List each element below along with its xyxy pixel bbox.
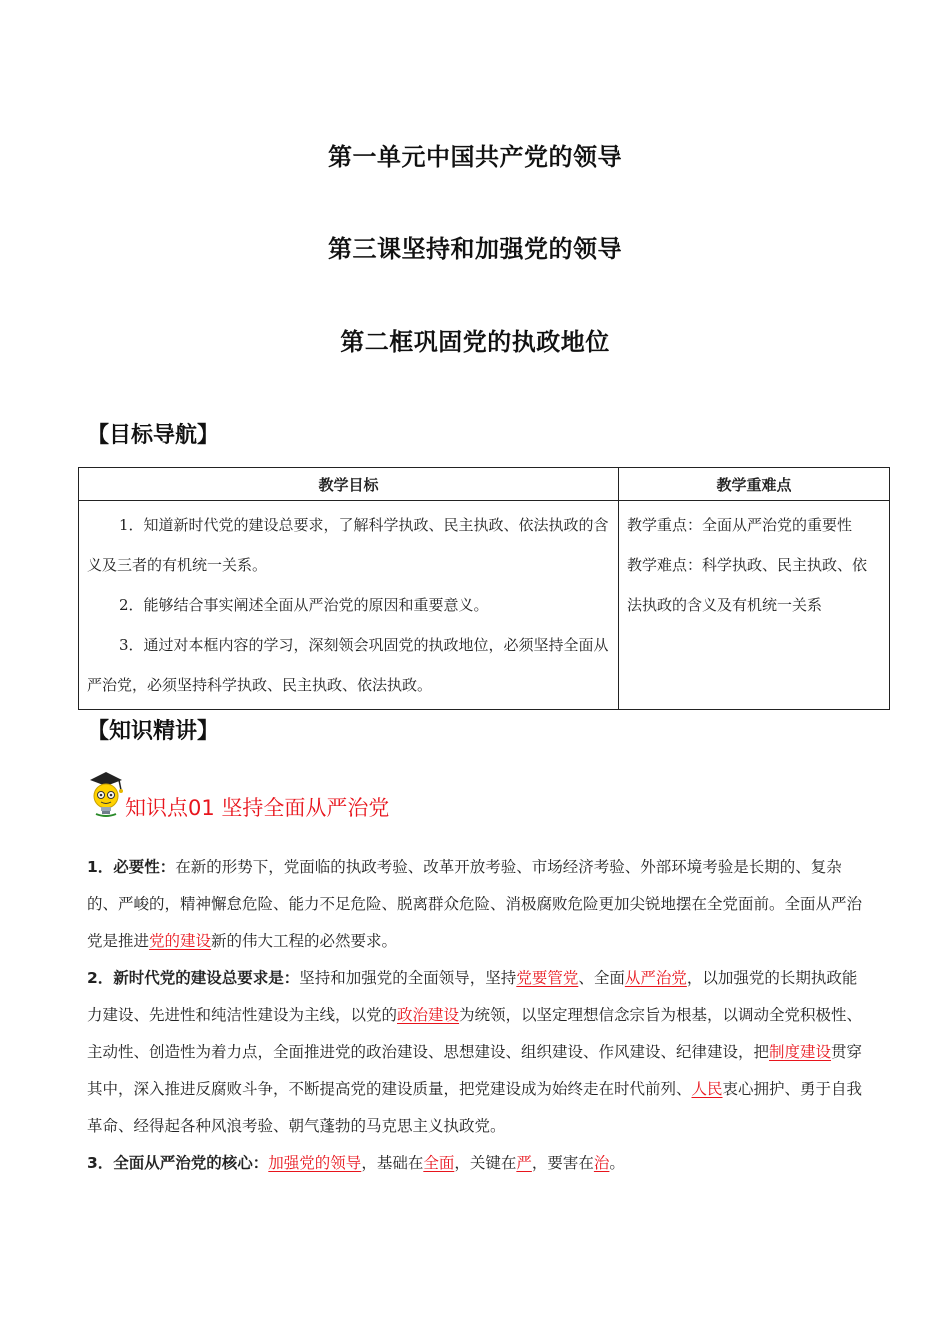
text: 为统领，以坚定理想信念宗旨为根基，以调动全党积极性、主动性、创造性为着力点，全面推进党的政治建设、思想建设、组织建设、作风建设、纪律建设，把 [87, 1006, 863, 1061]
highlight: 治 [593, 1154, 610, 1172]
goal-item: 2．能够结合事实阐述全面从严治党的原因和重要意义。 [119, 596, 489, 614]
highlight: 从严治党 [624, 969, 687, 987]
paragraph-core [87, 1145, 867, 1182]
frame-title: 第二框巩固党的执政地位 [340, 328, 610, 356]
body-text [87, 849, 867, 1182]
text: 衷心拥护、勇于自我革命、经得起各种风浪考验、朝气蓬勃的马克思主义执政党。 [87, 1080, 863, 1135]
text: 坚持和加强党的全面领导，坚持 [299, 969, 517, 987]
knowledge-heading: 【知识精讲】 [87, 719, 220, 744]
text: 贯穿其中，深入推进反腐败斗争，不断提高党的建设质量，把党建设成为始终走在时代前列、 [87, 1043, 863, 1098]
text: ，基础在 [361, 1154, 424, 1172]
target-navigation-heading: 【目标导航】 [87, 423, 220, 448]
paragraph-label: 3．全面从严治党的核心： [87, 1154, 269, 1172]
text: ，关键在 [454, 1154, 517, 1172]
highlight: 制度建设 [769, 1043, 832, 1061]
professor-bulb-icon [86, 768, 126, 818]
unit-title: 第一单元中国共产党的领导 [328, 143, 622, 171]
key-points-cell [619, 501, 890, 710]
lesson-title: 第三课坚持和加强党的领导 [328, 235, 622, 263]
text: 、全面 [578, 969, 625, 987]
highlight: 全面 [423, 1154, 455, 1172]
key-points-column-header: 教学重难点 [619, 468, 890, 501]
highlight: 党要管党 [516, 969, 579, 987]
goals-table [78, 467, 890, 710]
paragraph-necessity [87, 849, 867, 960]
paragraph-label: 2．新时代党的建设总要求是： [87, 969, 300, 987]
highlight: 严 [516, 1154, 532, 1172]
difficult-point: 教学难点：科学执政、民主执政、依法执政的含义及有机统一关系 [627, 556, 868, 614]
key-point: 教学重点：全面从严治党的重要性 [627, 516, 853, 534]
text: ，要害在 [531, 1154, 594, 1172]
goals-cell [79, 501, 619, 710]
highlight: 政治建设 [397, 1006, 460, 1024]
goal-item: 3．通过对本框内容的学习，深刻领会巩固党的执政地位，必须坚持全面从严治党，必须坚持科学执政、民主执政、依法执政。 [87, 636, 609, 694]
paragraph-label: 1．必要性： [87, 858, 176, 876]
highlight: 加强党的领导 [268, 1154, 362, 1172]
goal-item: 1．知道新时代党的建设总要求，了解科学执政、民主执政、依法执政的含义及三者的有机统一关系。 [87, 516, 609, 574]
text: ，以加强党的长期执政能力建设、先进性和纯洁性建设为主线，以党的 [87, 969, 858, 1024]
text: 在新的形势下，党面临的执政考验、改革开放考验、市场经济考验、外部环境考验是长期的、复杂的、严峻的，精神懈怠危险、能力不足危险、脱离群众危险、消极腐败危险更加尖锐地摆在全党面前。全面从严治党是推进 [87, 858, 863, 950]
highlight: 人民 [691, 1080, 723, 1098]
goals-column-header: 教学目标 [79, 468, 619, 501]
knowledge-point-title: 知识点01 坚持全面从严治党 [125, 796, 390, 820]
text: 。 [609, 1154, 625, 1172]
paragraph-requirements [87, 960, 867, 1145]
highlight: 党的建设 [149, 932, 212, 950]
text: 新的伟大工程的必然要求。 [211, 932, 398, 950]
